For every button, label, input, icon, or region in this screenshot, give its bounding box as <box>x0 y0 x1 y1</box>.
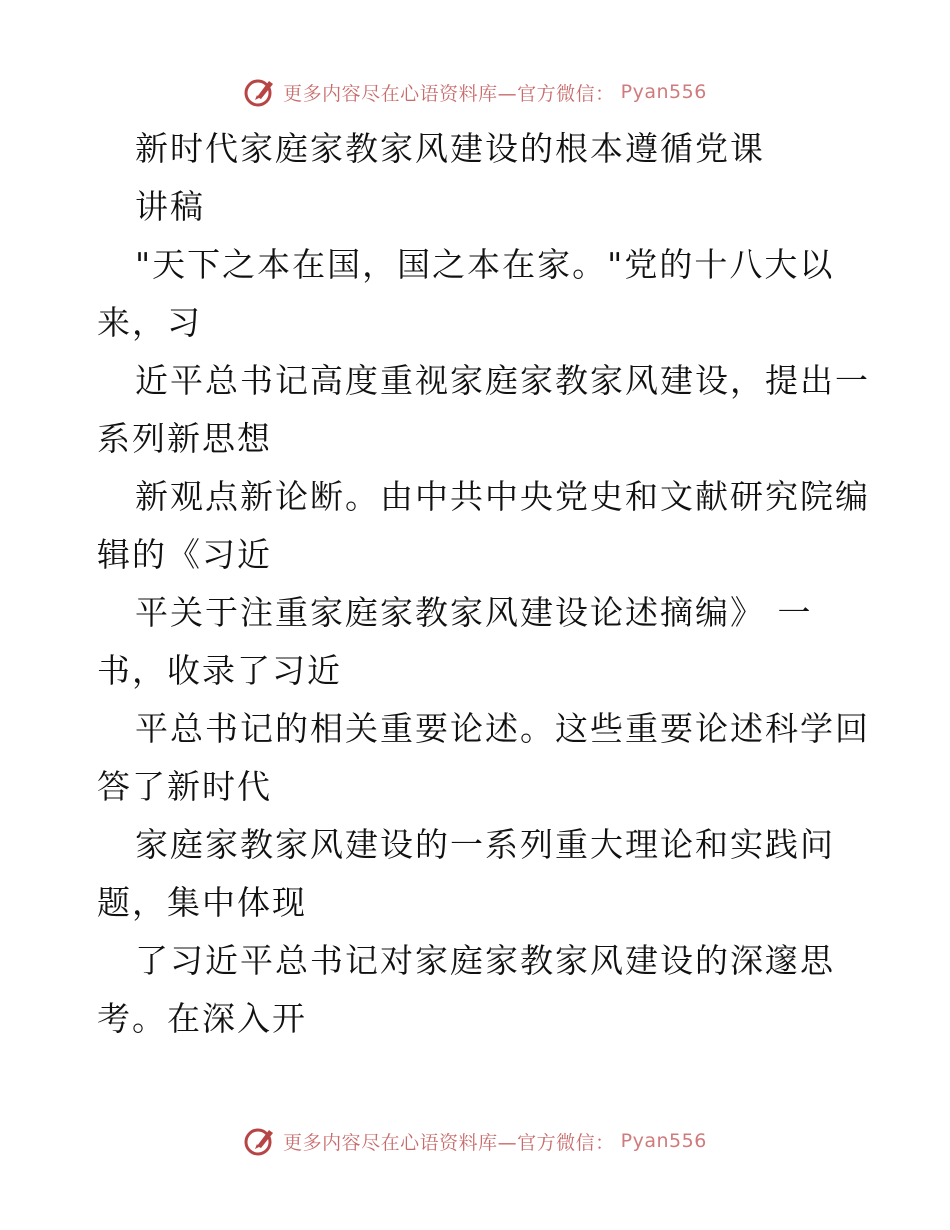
text-line: 平关于注重家庭家教家风建设论述摘编》 一 <box>135 593 813 632</box>
document-body <box>97 120 870 1048</box>
text-line: 新时代家庭家教家风建设的根本遵循党课 <box>135 129 765 168</box>
text-line: 考。在深入开 <box>97 999 307 1038</box>
text-line: 讲稿 <box>135 187 205 226</box>
text-line: 题，集中体现 <box>97 883 307 922</box>
header-watermark <box>0 72 950 112</box>
text-line: 家庭家教家风建设的一系列重大理论和实践问 <box>135 825 835 864</box>
footer-watermark <box>0 1121 950 1161</box>
text-line: 了习近平总书记对家庭家教家风建设的深邃思 <box>135 941 835 980</box>
text-line: 系列新思想 <box>97 419 272 458</box>
text-line: 来，习 <box>97 303 202 342</box>
watermark-text: 更多内容尽在心语资料库—官方微信： <box>283 1131 615 1154</box>
quill-logo-icon <box>243 75 277 109</box>
text-line: 新观点新论断。由中共中央党史和文献研究院编 <box>135 477 870 516</box>
text-line: "天下之本在国，国之本在家。"党的十八大以 <box>135 245 835 284</box>
text-line: 平总书记的相关重要论述。这些重要论述科学回 <box>135 709 870 748</box>
watermark-account: Pyan556 <box>620 1130 707 1152</box>
quill-logo-icon <box>243 1124 277 1158</box>
text-line: 近平总书记高度重视家庭家教家风建设，提出一 <box>135 361 870 400</box>
watermark-text: 更多内容尽在心语资料库—官方微信： <box>283 82 615 105</box>
text-line: 辑的《习近 <box>97 535 272 574</box>
text-line: 答了新时代 <box>97 767 272 806</box>
text-line: 书，收录了习近 <box>97 651 342 690</box>
watermark-account: Pyan556 <box>620 81 707 103</box>
